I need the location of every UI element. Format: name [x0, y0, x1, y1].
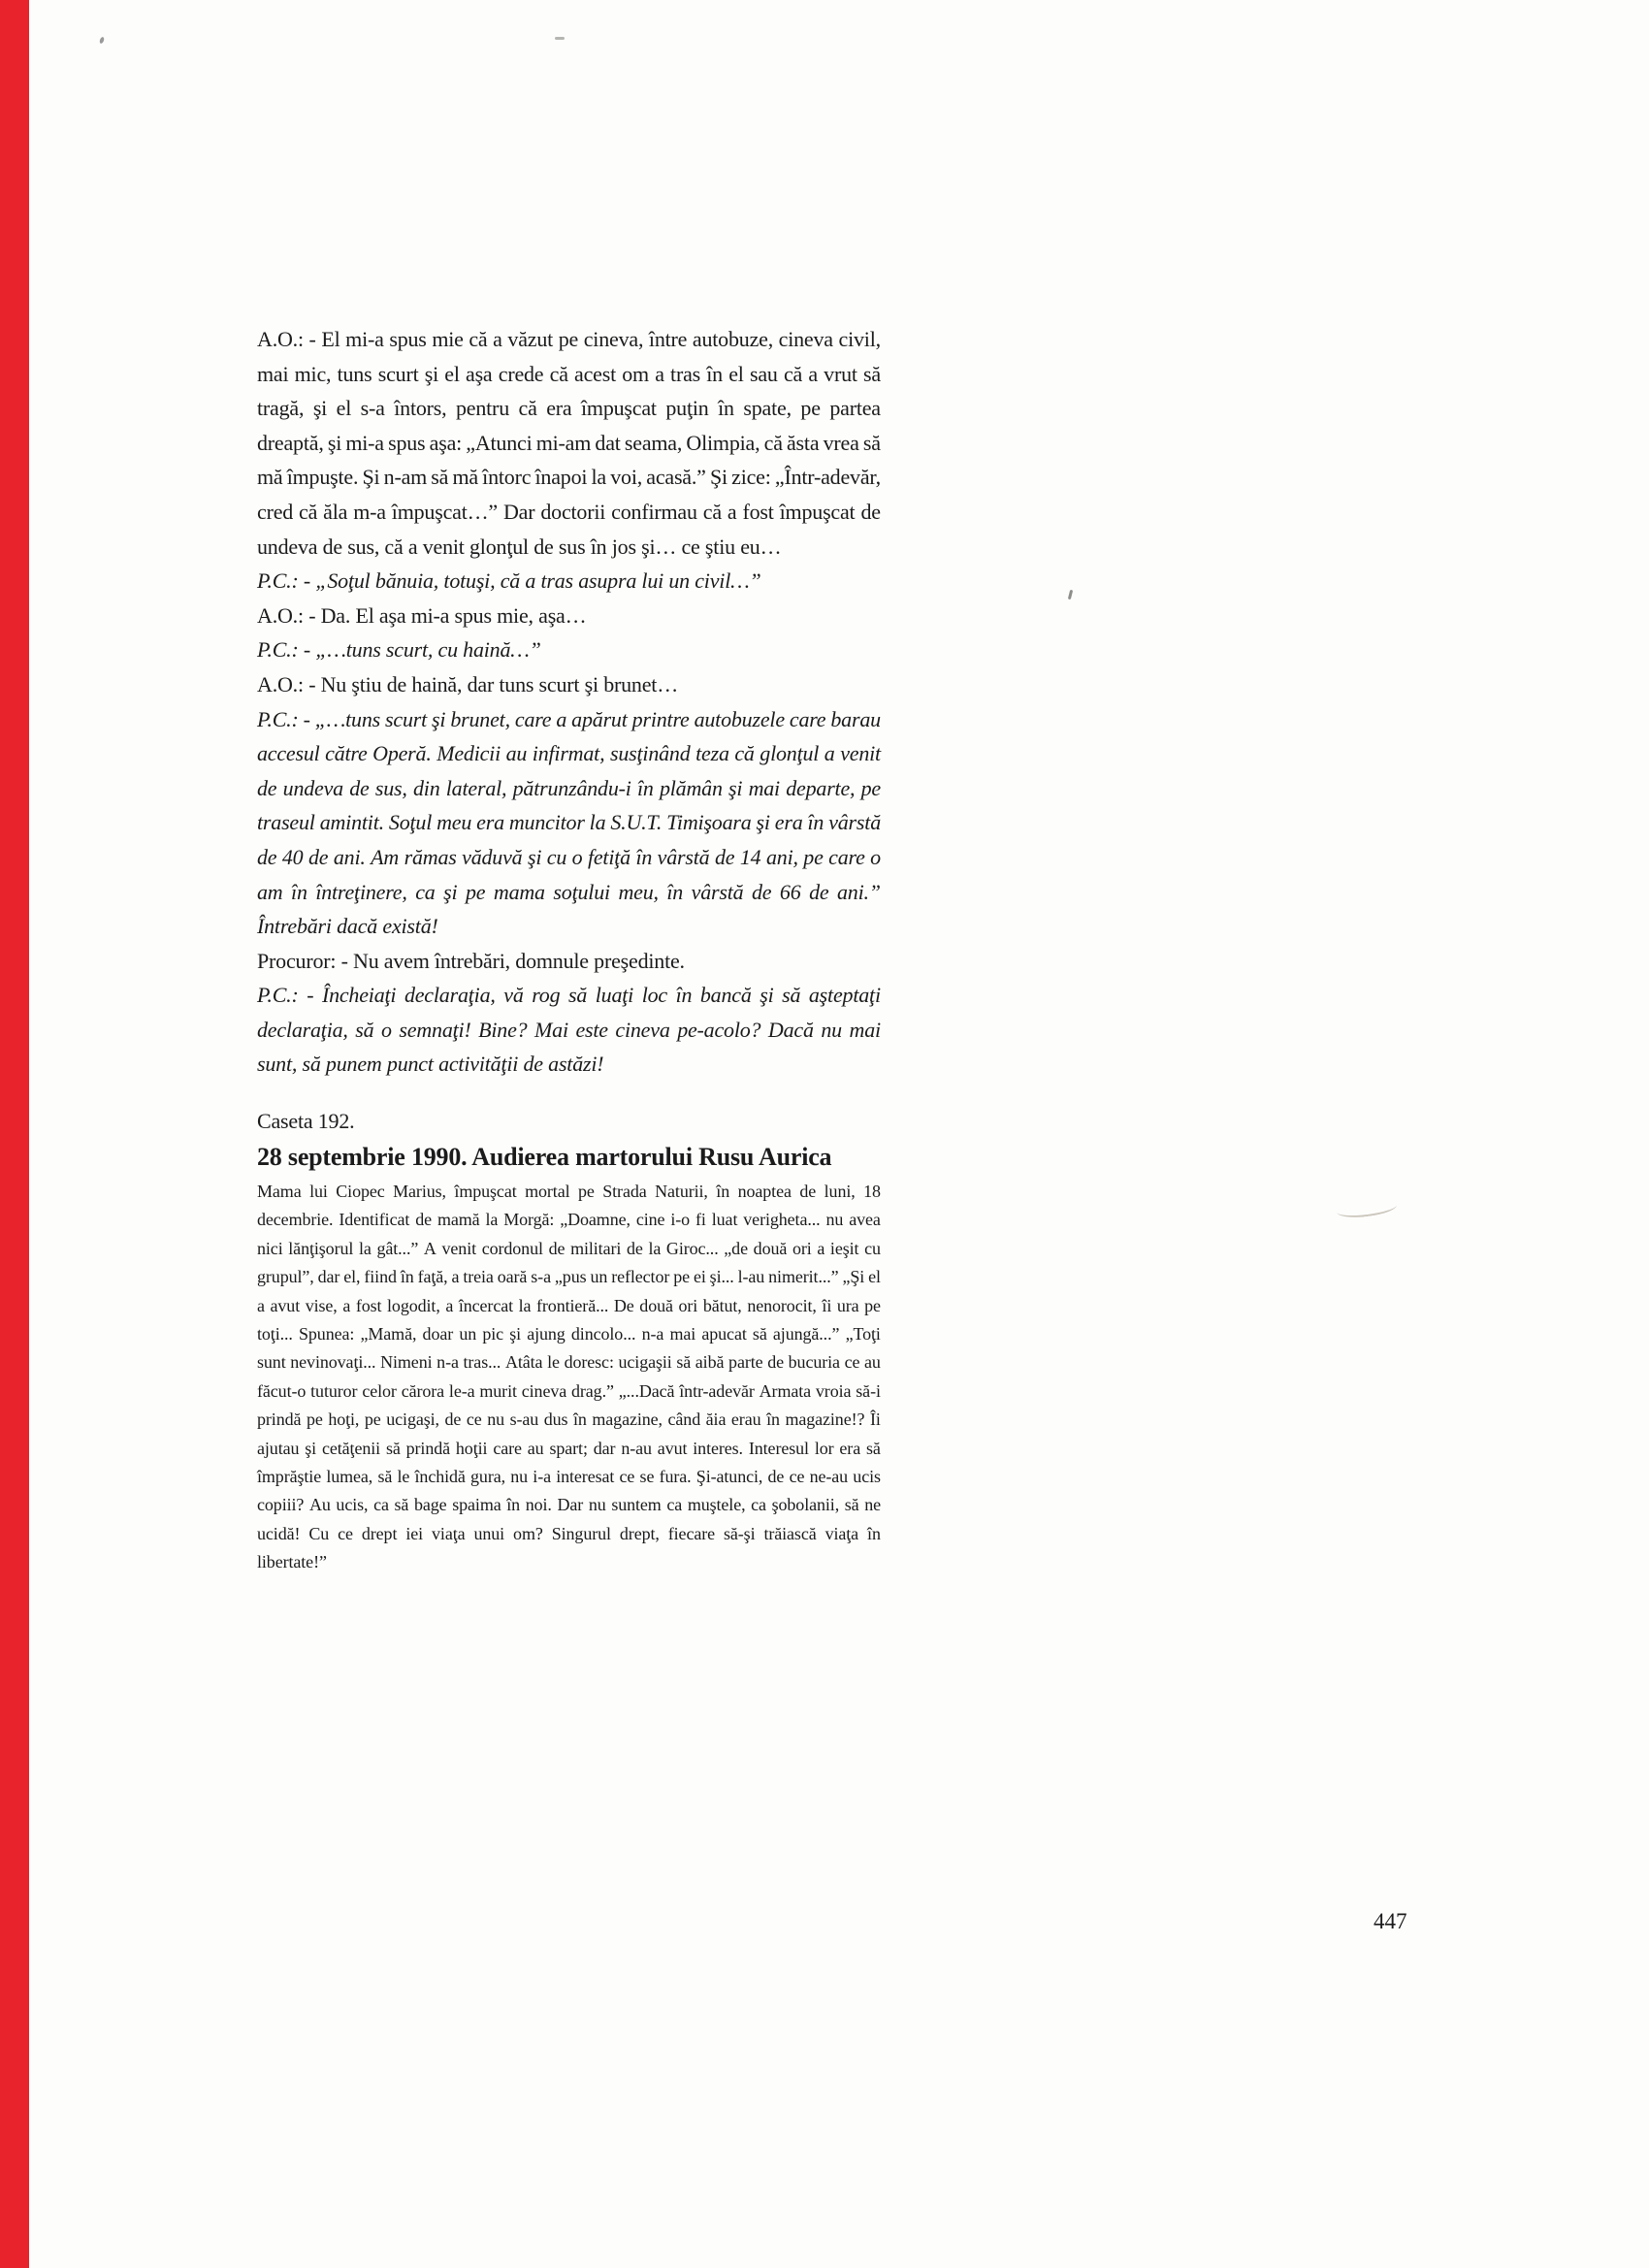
witness-summary — [257, 1178, 881, 1576]
text-line: libertate!” — [257, 1552, 327, 1572]
transcript-turn-ao — [257, 667, 881, 702]
hearing-transcript — [257, 322, 881, 1082]
text-line: mai mic, tuns scurt şi el aşa crede că acest om a tras în el sau că a vrut să — [257, 361, 881, 386]
transcript-turn-procuror — [257, 944, 881, 979]
text-line: A.O.: - Nu ştiu de haină, dar tuns scurt şi brunet… — [257, 671, 679, 697]
text-line: nici lănţişorul la gât...” A venit cordonul de militari de la Giroc... „de două ori a ieşit cu — [257, 1238, 881, 1258]
transcript-turn-pc — [257, 632, 881, 667]
transcript-turn-pc — [257, 702, 881, 944]
caseta-section — [257, 1106, 881, 1576]
transcript-turn-ao — [257, 322, 881, 564]
text-line: Întrebări dacă există! — [257, 914, 438, 939]
text-line: grupul”, dar el, fiind în faţă, a treia oară s-a „pus un reflector pe ei şi... l-au nimerit...” „Şi el — [257, 1267, 881, 1287]
text-line: ucidă! Cu ce drept iei viaţa unui om? Singurul drept, fiecare să-şi trăiască viaţa în — [257, 1523, 881, 1543]
text-line: P.C.: - „…tuns scurt şi brunet, care a apărut printre autobuzele care barau — [257, 706, 881, 731]
text-line: a avut vise, a fost logodit, a încercat la frontieră... De două ori bătut, nenorocit, îi ura pe — [257, 1295, 881, 1315]
text-line: accesul către Operă. Medicii au infirmat, susţinând teza că glonţul a venit — [257, 741, 881, 766]
text-line: toţi... Spunea: „Mamă, doar un pic şi ajung dincolo... n-a mai apucat să ajungă...” „Toţi — [257, 1323, 881, 1344]
text-line: dreaptă, şi mi-a spus aşa: „Atunci mi-am dat seama, Olimpia, că ăsta vrea să — [257, 430, 881, 455]
text-line: decembrie. Identificat de mamă la Morgă: „Doamne, cine i-o fi luat verigheta... nu avea — [257, 1210, 881, 1230]
text-line: prindă pe hoţi, pe ucigaşi, de ce nu s-au dus în magazine, când ăia erau în magazine!? Îi — [257, 1409, 881, 1430]
transcript-turn-ao — [257, 599, 881, 633]
text-line: mă împuşte. Şi n-am să mă întorc înapoi la voi, acasă.” Şi zice: „Într-adevăr, — [257, 465, 881, 490]
text-line: făcut-o tuturor celor cărora le-a murit cineva drag.” „...Dacă într-adevăr Armata vroia să-i — [257, 1380, 881, 1401]
text-line: P.C.: - „…tuns scurt, cu haină…” — [257, 637, 541, 663]
text-line: P.C.: - „Soţul bănuia, totuşi, că a tras asupra lui un civil…” — [257, 568, 761, 594]
text-line: A.O.: - El mi-a spus mie că a văzut pe cineva, între autobuze, cineva civil, — [257, 327, 881, 351]
text-line: sunt nevinovaţi... Nimeni n-a tras... Atâta le doresc: ucigaşii să aibă parte de bucuria ce au — [257, 1352, 881, 1373]
text-line: copiii? Au ucis, ca să bage spaima în noi. Dar nu suntem ca muştele, ca şobolanii, să ne — [257, 1495, 881, 1515]
text-line: ajutau şi cetăţenii să prindă hoţii care au spart; dar n-au avut interes. Interesul lor era să — [257, 1438, 881, 1458]
transcript-turn-pc — [257, 978, 881, 1082]
page-number: 447 — [1374, 1909, 1407, 1933]
text-line: sunt, să punem punct activităţii de astăzi! — [257, 1052, 604, 1077]
text-line: A.O.: - Da. El aşa mi-a spus mie, aşa… — [257, 602, 587, 628]
text-line: împrăştie lumea, să le închidă gura, nu i-a interesat ce se fura. Şi-atunci, de ce ne-au ucis — [257, 1466, 881, 1486]
text-line: am în întreţinere, ca şi pe mama soţului meu, în vârstă de 66 de ani.” — [257, 879, 881, 904]
scan-speck — [555, 37, 565, 40]
text-line: declaraţia, să o semnaţi! Bine? Mai este cineva pe-acolo? Dacă nu mai — [257, 1017, 881, 1042]
text-line: Procuror: - Nu avem întrebări, domnule preşedinte. — [257, 948, 685, 973]
text-line: traseul amintit. Soţul meu era muncitor la S.U.T. Timişoara şi era în vârstă — [257, 810, 881, 835]
text-line: Mama lui Ciopec Marius, împuşcat mortal pe Strada Naturii, în noaptea de luni, 18 — [257, 1182, 881, 1201]
text-line: de undeva de sus, din lateral, pătrunzându-i în plămân şi mai departe, pe — [257, 775, 881, 800]
text-line: cred că ăla m-a împuşcat…” Dar doctorii confirmau că a fost împuşcat de — [257, 499, 881, 524]
text-line: undeva de sus, că a venit glonţul de sus în jos şi… ce ştiu eu… — [257, 534, 782, 559]
text-line: P.C.: - Încheiaţi declaraţia, vă rog să luaţi loc în bancă şi să aşteptaţi — [257, 983, 881, 1008]
scan-edge-stripe — [0, 0, 29, 2268]
text-line: tragă, şi el s-a întors, pentru că era împuşcat puţin în spate, pe partea — [257, 396, 881, 421]
scan-speck — [99, 37, 105, 45]
transcript-turn-pc — [257, 564, 881, 599]
scan-pencil-mark — [1336, 1197, 1397, 1219]
section-heading: 28 septembrie 1990. Audierea martorului Rusu Aurica — [257, 1143, 832, 1171]
caseta-label: Caseta 192. — [257, 1109, 355, 1133]
scan-speck — [1068, 590, 1073, 599]
text-line: de 40 de ani. Am rămas văduvă şi cu o fetiţă în vârstă de 14 ani, pe care o — [257, 844, 881, 869]
